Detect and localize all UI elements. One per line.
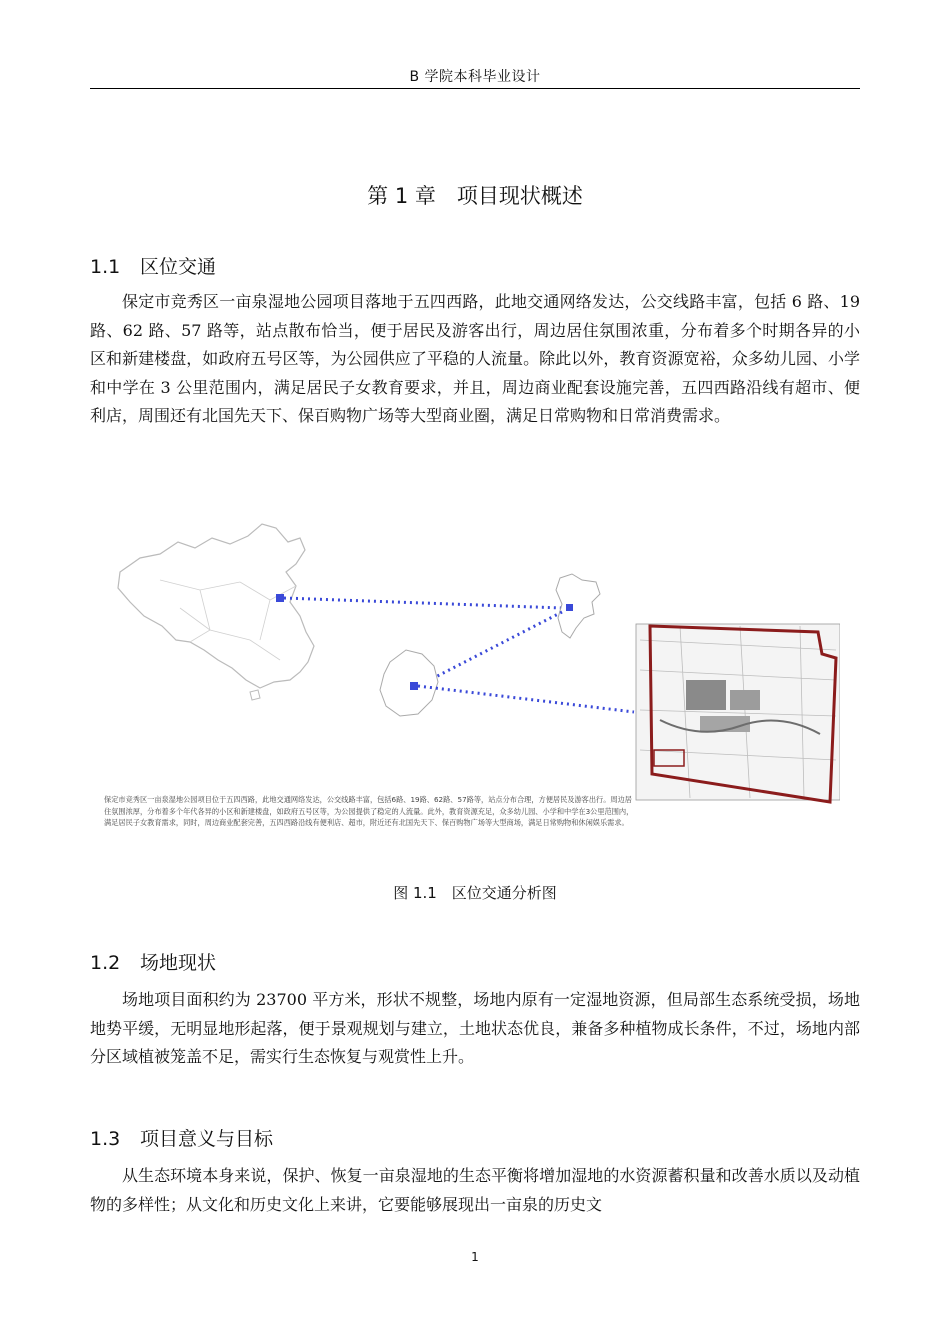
china-map [118, 524, 314, 688]
section-title: 场地现状 [140, 952, 217, 974]
section-number: 1.1 [90, 256, 121, 278]
hainan-island [250, 690, 260, 700]
chapter-title: 第 1 章 项目现状概述 [367, 184, 583, 208]
connector-line-3 [418, 686, 634, 712]
figure-caption: 图 1.1 区位交通分析图 [393, 884, 557, 902]
baoding-location-marker [410, 682, 418, 690]
baoding-map [380, 650, 438, 716]
figure-note: 保定市竞秀区一亩泉湿地公园项目位于五四西路，此地交通网络发达，公交线路丰富，包括6路、19路、62路、57路等，站点分布合理，方便居民及游客出行。周边居住氛围浓厚，分布着多个年代各异的小区和新建楼盘，如政府五号区等，为公园提供了稳定的人流量。此外，教育资源充足，众多幼儿园、小学和中学在3公里范围内，满足居民子女教育需求，同时，周边商业配套完善，五四西路沿线有便利店、超市，附近还有北国先天下、保百购物广场等大型商场，满足日常购物和休闲娱乐需求。 [104, 795, 634, 828]
china-location-marker [276, 594, 284, 602]
connector-line-2 [418, 612, 562, 686]
section-heading-1-1 [90, 252, 216, 279]
section-number: 1.2 [90, 952, 121, 974]
hebei-map [556, 574, 600, 638]
section-title: 区位交通 [140, 256, 217, 278]
section-heading-1-3 [90, 1124, 273, 1151]
section-title: 项目意义与目标 [140, 1128, 274, 1150]
section-heading-1-2 [90, 948, 216, 975]
section-paragraph-1-2: 场地项目面积约为 23700 平方米，形状不规整，场地内原有一定湿地资源，但局部生态系统受损，场地地势平缓，无明显地形起落，便于景观规划与建立，土地状态优良，兼备多种植物成长条件，不过，场地内部分区域植被笼盖不足，需实行生态恢复与观赏性上升。 [90, 990, 860, 1066]
section-paragraph-1-1: 保定市竞秀区一亩泉湿地公园项目落地于五四西路，此地交通网络发达，公交线路丰富，包括 6 路、19 路、62 路、57 路等，站点散布恰当，便于居民及游客出行，周边居住氛围浓重，分布着多个时期各异的小区和新建楼盘，如政府五号区等，为公园供应了平稳的人流量。除此以外，教育资源宽裕，众多幼儿园、小学和中学在 3 公里范围内，满足居民子女教育要求，并且，周边商业配套设施完善，五四西路沿线有超市、便利店，周围还有北国先天下、保百购物广场等大型商业圈，满足日常购物和日常消费需求。 [90, 292, 860, 425]
section-number: 1.3 [90, 1128, 121, 1150]
section-paragraph-1-3: 从生态环境本身来说，保护、恢复一亩泉湿地的生态平衡将增加湿地的水资源蓄积量和改善水质以及动植物的多样性；从文化和历史文化上来讲，它要能够展现出一亩泉的历史文 [90, 1166, 860, 1214]
header-rule [90, 88, 860, 89]
site-plan [636, 624, 840, 802]
connector-line-1 [284, 598, 562, 608]
page-number: 1 [471, 1250, 479, 1264]
page-header: B 学院本科毕业设计 [409, 69, 541, 85]
hebei-location-marker [566, 604, 573, 611]
